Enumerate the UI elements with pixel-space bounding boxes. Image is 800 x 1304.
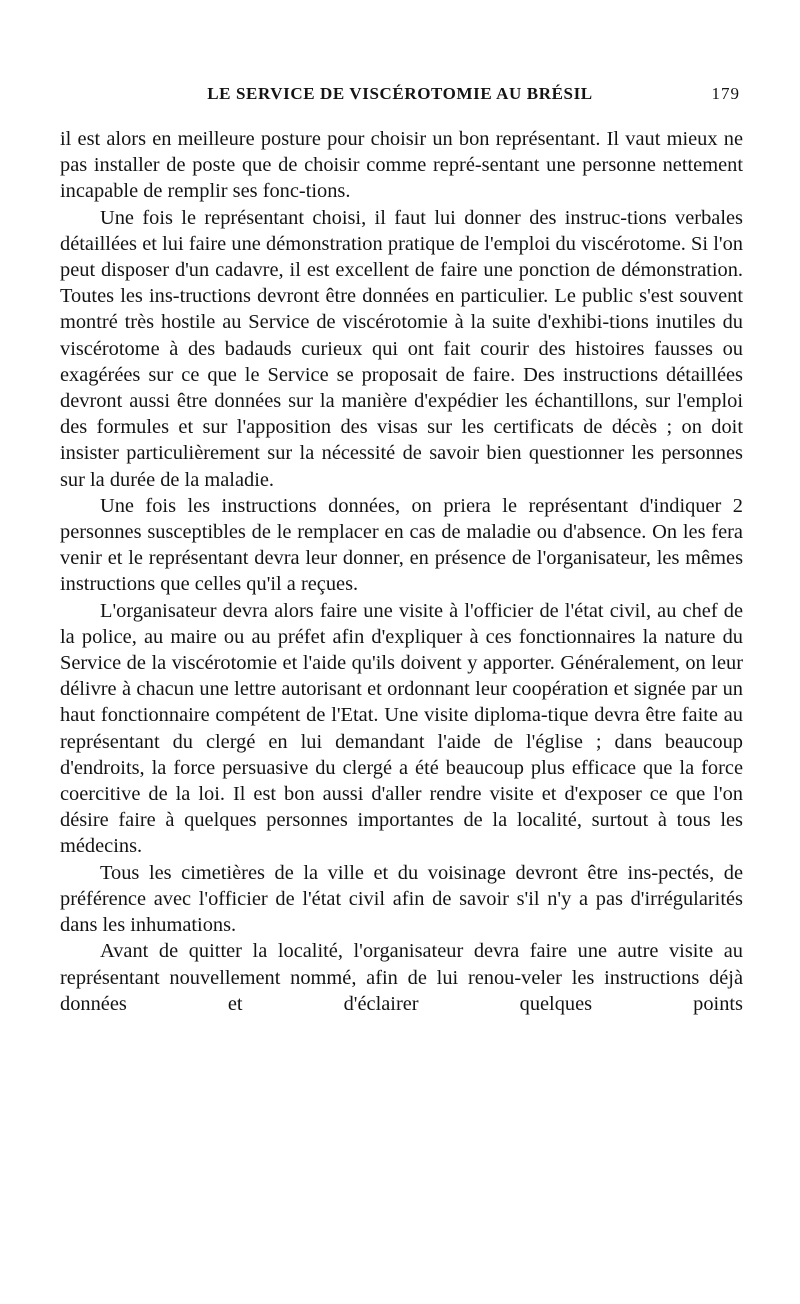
running-head [60, 78, 740, 108]
paragraph-2: Une fois le représentant choisi, il faut lui donner des instruc-tions verbales détaillées et lui faire une démonstration pratique de l'emploi du viscérotome. Si l'on peut disposer d'un cadavre, il est excellent de faire une ponction de démonstration. Toutes les ins-tructions devront être données en particulier. Le public s'est souvent montré très hostile au Service de viscérotomie à la suite d'exhibi-tions inutiles du viscérotome à des badauds curieux qui ont fait courir des histoires fausses ou exagérées sur ce que le Service se proposait de faire. Des instructions détaillées devront aussi être données sur la manière d'expédier les échantillons, sur l'emploi des formules et sur l'apposition des visas sur les certificats de décès ; on doit insister particulièrement sur la nécessité de savoir bien questionner les personnes sur la durée de la maladie. [60, 206, 743, 491]
running-title: LE SERVICE DE VISCÉROTOMIE AU BRÉSIL [207, 84, 593, 103]
paragraph-5: Tous les cimetières de la ville et du voisinage devront être ins-pectés, de préférence avec l'officier de l'état civil afin de savoir s'il n'y a pas d'irrégularités dans les inhumations. [60, 861, 743, 937]
paragraph-6: Avant de quitter la localité, l'organisateur devra faire une autre visite au représentant nouvellement nommé, afin de lui renou-veler les instructions déjà données et d'éclairer quelques points [60, 940, 743, 1015]
body-text [60, 126, 743, 1017]
page-number: 179 [711, 84, 740, 103]
paragraph-3: Une fois les instructions données, on priera le représentant d'indiquer 2 personnes susceptibles de le remplacer en cas de maladie ou d'absence. On les fera venir et le représentant devra leur donner, en présence de l'organisateur, les mêmes instructions que celles qu'il a reçues. [60, 494, 743, 596]
paragraph-1: il est alors en meilleure posture pour choisir un bon représentant. Il vaut mieux ne pas installer de poste que de choisir comme repré-sentant une personne nettement incapable de remplir ses fonc-tions. [60, 128, 743, 203]
paragraph-4: L'organisateur devra alors faire une visite à l'officier de l'état civil, au chef de la police, au maire ou au préfet afin d'expliquer à ces fonctionnaires la nature du Service de la viscérotomie et l'aide qu'ils doivent y apporter. Généralement, on leur délivre à chacun une lettre autorisant et ordonnant leur coopération et signée par un haut fonctionnaire compétent de l'Etat. Une visite diploma-tique devra être faite au représentant du clergé en lui demandant l'aide de l'église ; dans beaucoup d'endroits, la force persuasive du clergé a été beaucoup plus efficace que la force coercitive de la loi. Il est bon aussi d'aller rendre visite et d'exposer ce que l'on désire faire à quelques personnes importantes de la localité, surtout à tous les médecins. [60, 599, 743, 858]
